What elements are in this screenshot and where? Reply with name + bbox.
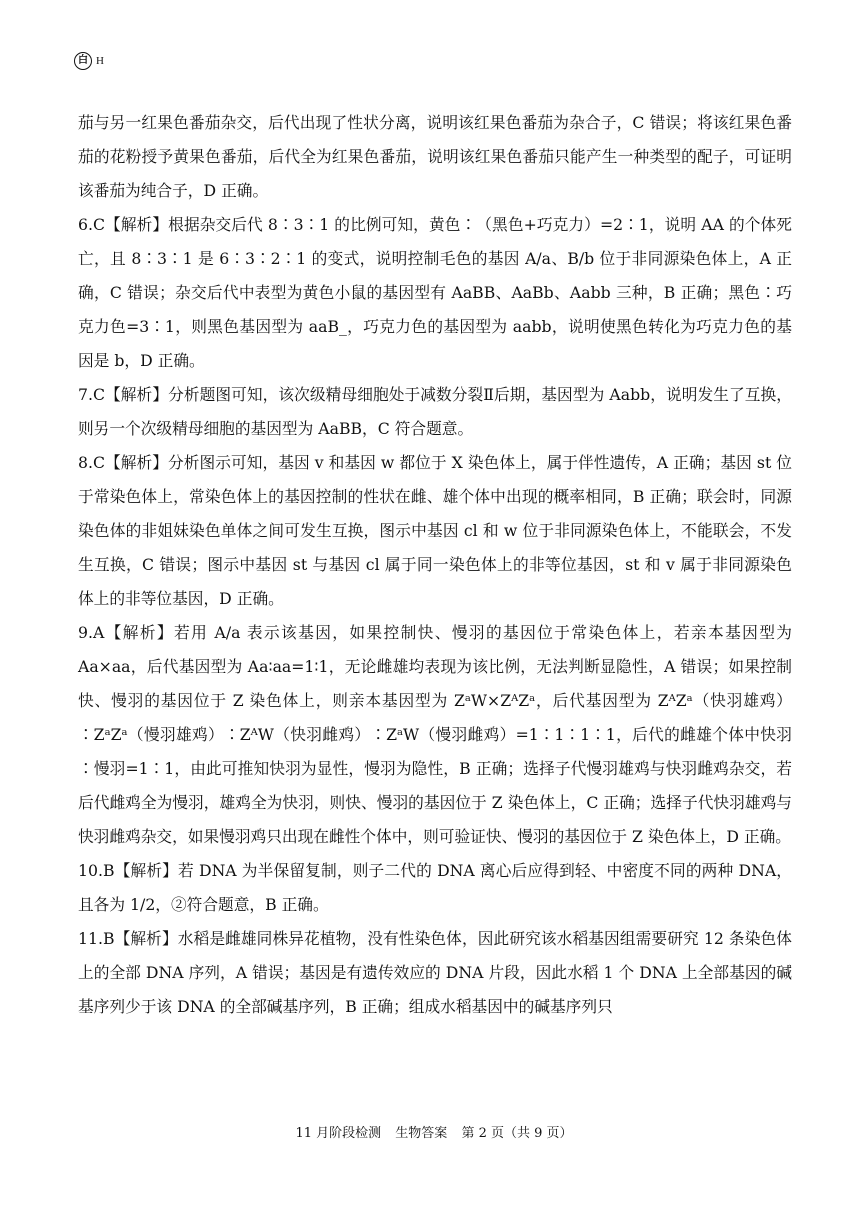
logo-seal: 白: [74, 52, 92, 70]
answer-9: 9.A【解析】若用 A/a 表示该基因，如果控制快、慢羽的基因位于常染色体上，若亲本基因型为 Aa×aa，后代基因型为 Aa∶aa=1∶1，无论雌雄均表现为该比例，无法判断显隐性，A 错误；如果控制快、慢羽的基因位于 Z 染色体上，则亲本基因型为 ZᵃW×ZᴬZᵃ，后代基因型为 ZᴬZᵃ（快羽雄鸡）∶ZᵃZᵃ（慢羽雄鸡）∶ZᴬW（快羽雌鸡）∶ZᵃW（慢羽雌鸡）=1∶1∶1∶1，后代的雌雄个体中快羽∶慢羽=1∶1，由此可推知快羽为显性，慢羽为隐性，B 正确；选择子代慢羽雄鸡与快羽雌鸡杂交，若后代雌鸡全为慢羽，雄鸡全为快羽，则快、慢羽的基因位于 Z 染色体上，C 正确；选择子代快羽雄鸡与快羽雌鸡杂交，如果慢羽鸡只出现在雌性个体中，则可验证快、慢羽的基因位于 Z 染色体上，D 正确。: [78, 623, 792, 846]
paragraph-continuation: 茄与另一红果色番茄杂交，后代出现了性状分离，说明该红果色番茄为杂合子，C 错误；将该红果色番茄的花粉授予黄果色番茄，后代全为红果色番茄，说明该红果色番茄只能产生一种类型的配子，可证明该番茄为纯合子，D 正确。: [78, 113, 792, 200]
footer-page-number: 第 2 页（共 9 页）: [461, 1126, 573, 1141]
answer-7: 7.C【解析】分析题图可知，该次级精母细胞处于减数分裂Ⅱ后期，基因型为 Aabb，说明发生了互换，则另一个次级精母细胞的基因型为 AaBB，C 符合题意。: [78, 385, 792, 438]
answer-10: 10.B【解析】若 DNA 为半保留复制，则子二代的 DNA 离心后应得到轻、中密度不同的两种 DNA，且各为 1/2，②符合题意，B 正确。: [78, 861, 792, 914]
answer-8: 8.C【解析】分析图示可知，基因 v 和基因 w 都位于 X 染色体上，属于伴性遗传，A 正确；基因 st 位于常染色体上，常染色体上的基因控制的性状在雌、雄个体中出现的概率相同，B 正确；联会时，同源染色体的非姐妹染色单体之间可发生互换，图示中基因 cl 和 w 位于非同源染色体上，不能联会，不发生互换，C 错误；图示中基因 st 与基因 cl 属于同一染色体上的非等位基因，st 和 v 属于非同源染色体上的非等位基因，D 正确。: [78, 453, 792, 608]
footer-exam: 11 月阶段检测: [295, 1126, 382, 1141]
page-footer: [0, 1122, 868, 1141]
logo-letter: H: [96, 55, 104, 67]
page-header: [74, 52, 104, 70]
answer-11: 11.B【解析】水稻是雌雄同株异花植物，没有性染色体，因此研究该水稻基因组需要研究 12 条染色体上的全部 DNA 序列，A 错误；基因是有遗传效应的 DNA 片段，因此水稻 1 个 DNA 上全部基因的碱基序列少于该 DNA 的全部碱基序列，B 正确；组成水稻基因中的碱基序列只: [78, 929, 792, 1016]
answer-6: 6.C【解析】根据杂交后代 8∶3∶1 的比例可知，黄色∶（黑色+巧克力）=2∶1，说明 AA 的个体死亡，且 8∶3∶1 是 6∶3∶2∶1 的变式，说明控制毛色的基因 A/a、B/b 位于非同源染色体上，A 正确，C 错误；杂交后代中表型为黄色小鼠的基因型有 AaBB、AaBb、Aabb 三种，B 正确；黑色∶巧克力色=3∶1，则黑色基因型为 aaB_，巧克力色的基因型为 aabb，说明使黑色转化为巧克力色的基因是 b，D 正确。: [78, 215, 792, 370]
footer-subject: 生物答案: [395, 1126, 448, 1141]
answer-text: [78, 106, 792, 1024]
